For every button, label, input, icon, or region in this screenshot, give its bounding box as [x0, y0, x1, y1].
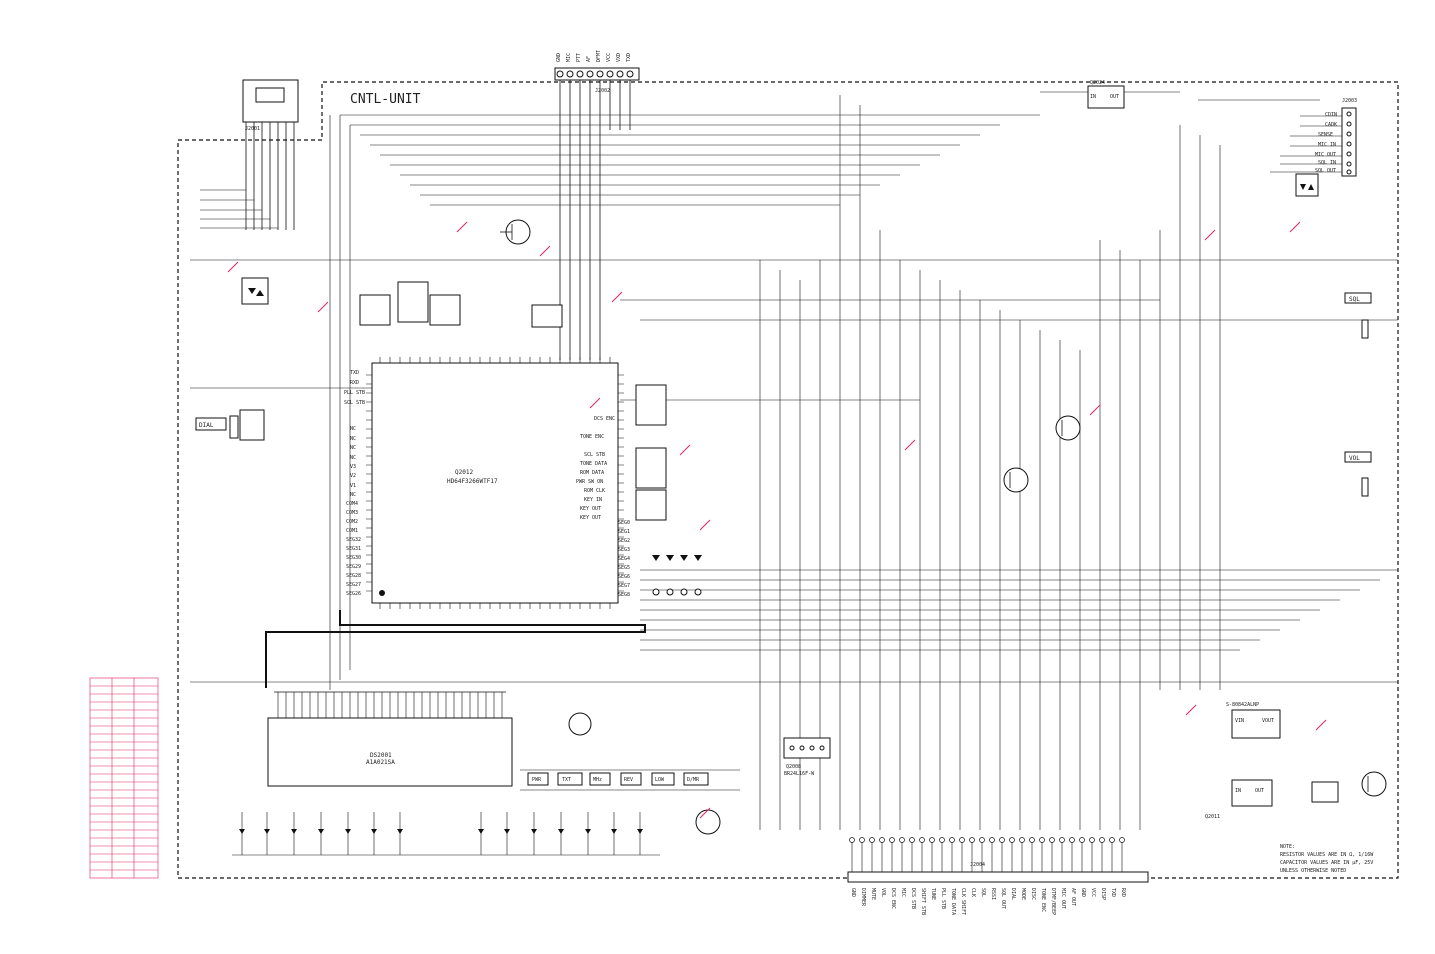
svg-text:IN: IN	[1235, 788, 1242, 794]
svg-text:RXD: RXD	[1120, 888, 1126, 898]
svg-text:DIAL: DIAL	[199, 422, 214, 429]
svg-text:KEY OUT: KEY OUT	[580, 506, 602, 512]
svg-text:VXD: VXD	[616, 52, 622, 62]
svg-text:REV: REV	[624, 777, 634, 783]
svg-text:PLL STB: PLL STB	[940, 888, 946, 910]
svg-text:VOL: VOL	[880, 888, 886, 898]
horizontal-signal-lines	[190, 92, 1398, 682]
svg-text:KEY OUT: KEY OUT	[580, 515, 602, 521]
svg-text:ROM CLK: ROM CLK	[584, 488, 606, 494]
svg-text:SEG0: SEG0	[618, 520, 631, 526]
svg-text:DCS ENC: DCS ENC	[890, 888, 896, 910]
svg-text:CDIN: CDIN	[1325, 112, 1338, 118]
svg-text:TXD: TXD	[626, 52, 632, 62]
svg-text:OUT: OUT	[1110, 94, 1120, 100]
svg-text:ROM DATA: ROM DATA	[580, 470, 605, 476]
svg-text:GND: GND	[850, 888, 856, 898]
svg-text:TONE DATA: TONE DATA	[950, 888, 956, 916]
regulator-top	[1088, 80, 1124, 108]
transistors-bottom-right	[1312, 772, 1386, 802]
svg-text:MODE: MODE	[1020, 888, 1026, 901]
svg-text:VIN: VIN	[1235, 718, 1245, 724]
input-caps	[200, 190, 278, 228]
svg-text:SEG8: SEG8	[618, 592, 631, 598]
revision-table	[90, 678, 158, 878]
svg-text:RXD: RXD	[350, 380, 360, 386]
svg-text:SEG27: SEG27	[346, 582, 362, 588]
svg-text:MIC: MIC	[566, 52, 572, 62]
lcd-bus	[266, 610, 645, 688]
svg-text:NC: NC	[350, 445, 357, 451]
svg-text:DIMMER: DIMMER	[860, 888, 866, 907]
svg-text:DS2001: DS2001	[370, 752, 392, 759]
svg-text:GND: GND	[1080, 888, 1086, 898]
svg-text:MUTE: MUTE	[870, 888, 876, 901]
svg-text:COM1: COM1	[346, 528, 359, 534]
unit-title: CNTL-UNIT	[350, 92, 421, 107]
svg-text:DTMF/BEEP: DTMF/BEEP	[1050, 888, 1056, 916]
svg-text:V3: V3	[350, 464, 357, 470]
svg-text:KEY IN: KEY IN	[584, 497, 603, 503]
regulator-bottom	[1205, 780, 1272, 820]
svg-text:PWR SW ON: PWR SW ON	[576, 479, 604, 485]
svg-text:VCC: VCC	[1090, 888, 1096, 898]
svg-text:SEG6: SEG6	[618, 574, 631, 580]
dial-encoder	[196, 410, 264, 440]
svg-text:SEG32: SEG32	[346, 537, 362, 543]
svg-text:COM4: COM4	[346, 501, 359, 507]
svg-text:TXD: TXD	[350, 370, 360, 376]
svg-text:DIAL: DIAL	[1010, 888, 1016, 901]
svg-text:SQL IN: SQL IN	[1318, 160, 1337, 166]
svg-text:S-80842ALNP: S-80842ALNP	[1226, 702, 1260, 708]
svg-text:SEG31: SEG31	[346, 546, 362, 552]
svg-text:SEG30: SEG30	[346, 555, 362, 561]
svg-text:CADK: CADK	[1325, 122, 1338, 128]
svg-text:V2: V2	[350, 473, 357, 479]
svg-text:SEG3: SEG3	[618, 547, 631, 553]
svg-text:J2004: J2004	[970, 862, 986, 868]
bottom-edge-connector	[848, 838, 1148, 916]
svg-text:NC: NC	[350, 492, 357, 498]
svg-text:Q2012: Q2012	[455, 469, 474, 476]
svg-text:PTT: PTT	[576, 52, 582, 62]
modular-jack	[243, 80, 298, 230]
svg-text:OUT: OUT	[1255, 788, 1265, 794]
svg-text:J2002: J2002	[595, 88, 611, 94]
svg-text:COM3: COM3	[346, 510, 359, 516]
svg-text:SEG26: SEG26	[346, 591, 362, 597]
svg-text:SENSE: SENSE	[1318, 132, 1334, 138]
svg-text:DCS ENC: DCS ENC	[594, 416, 616, 422]
transistors-middle	[1004, 416, 1080, 492]
svg-text:AF: AF	[586, 55, 592, 62]
svg-text:SEG29: SEG29	[346, 564, 362, 570]
svg-text:MIC: MIC	[900, 888, 906, 898]
reset-ic	[1226, 702, 1280, 738]
svg-text:PLL STB: PLL STB	[344, 390, 366, 396]
svg-text:CAPACITOR VALUES ARE IN μF, 25: CAPACITOR VALUES ARE IN μF, 25V	[1280, 860, 1374, 866]
svg-text:A1A021SA: A1A021SA	[366, 759, 395, 766]
svg-text:SEG28: SEG28	[346, 573, 362, 579]
svg-text:J2001: J2001	[245, 126, 261, 132]
svg-text:SQL: SQL	[980, 888, 986, 898]
diode-column	[652, 555, 702, 595]
svg-text:NC: NC	[350, 436, 357, 442]
svg-text:Q2011: Q2011	[1205, 814, 1221, 820]
eeprom-ic	[784, 738, 830, 777]
svg-text:LOW: LOW	[655, 777, 665, 783]
svg-text:SHIFT STB: SHIFT STB	[920, 888, 926, 916]
main-cpu	[344, 357, 630, 609]
svg-text:DFMT: DFMT	[596, 49, 602, 62]
vol-pot	[1345, 452, 1371, 496]
svg-text:IN: IN	[1090, 94, 1097, 100]
svg-text:V1: V1	[350, 483, 357, 489]
svg-text:TUNE: TUNE	[930, 888, 936, 901]
svg-text:VCC: VCC	[606, 52, 612, 62]
svg-text:AF OUT: AF OUT	[1070, 888, 1076, 907]
svg-text:J2003: J2003	[1342, 98, 1358, 104]
svg-text:TXT: TXT	[562, 777, 572, 783]
svg-text:TONE DATA: TONE DATA	[580, 461, 608, 467]
svg-text:RSSI: RSSI	[990, 888, 996, 901]
svg-text:MIC OUT: MIC OUT	[1315, 152, 1337, 158]
svg-text:COM2: COM2	[346, 519, 359, 525]
svg-text:SEG4: SEG4	[618, 556, 631, 562]
svg-text:DISP: DISP	[1100, 888, 1106, 901]
svg-text:TXD: TXD	[1110, 888, 1116, 898]
svg-text:CLK: CLK	[970, 888, 976, 898]
svg-text:RESISTOR VALUES ARE IN Ω, 1/16: RESISTOR VALUES ARE IN Ω, 1/16W	[1280, 852, 1374, 858]
svg-text:TONE ENC: TONE ENC	[580, 434, 605, 440]
svg-text:VOL: VOL	[1349, 455, 1360, 462]
svg-text:SQL OUT: SQL OUT	[1315, 168, 1337, 174]
svg-text:VOUT: VOUT	[1262, 718, 1275, 724]
svg-text:MIC IN: MIC IN	[1318, 142, 1337, 148]
sql-pot	[1345, 293, 1371, 338]
svg-text:UNLESS OTHERWISE NOTED: UNLESS OTHERWISE NOTED	[1280, 868, 1347, 874]
svg-text:NC: NC	[350, 455, 357, 461]
notes	[1280, 844, 1374, 874]
svg-text:SQL: SQL	[1349, 296, 1360, 303]
right-header-connector	[1270, 98, 1357, 176]
svg-text:Q2008: Q2008	[786, 764, 802, 770]
led-row	[232, 812, 660, 855]
svg-text:BR24L16F-W: BR24L16F-W	[784, 771, 815, 777]
svg-text:NC: NC	[350, 426, 357, 432]
diode-array-left	[242, 278, 268, 304]
svg-text:DISC: DISC	[1030, 888, 1036, 901]
svg-text:HD64F3266WTF17: HD64F3266WTF17	[447, 478, 498, 485]
svg-text:SEG5: SEG5	[618, 565, 631, 571]
svg-text:Q2024: Q2024	[1090, 80, 1106, 86]
key-switches	[520, 770, 740, 790]
svg-text:GND: GND	[556, 52, 562, 62]
transistor-top	[500, 220, 530, 244]
svg-text:D/MR: D/MR	[687, 777, 700, 783]
svg-text:SEG1: SEG1	[618, 529, 631, 535]
svg-text:SEG7: SEG7	[618, 583, 631, 589]
svg-text:TONE ENC: TONE ENC	[1040, 888, 1046, 913]
diode-bridge-right	[1296, 174, 1318, 196]
svg-text:SCL STB: SCL STB	[344, 400, 366, 406]
svg-text:CLK SHIFT: CLK SHIFT	[960, 888, 966, 916]
svg-text:NOTE:: NOTE:	[1280, 844, 1296, 850]
svg-text:SQL OUT: SQL OUT	[1000, 888, 1006, 910]
lcd-module	[268, 692, 512, 786]
svg-text:DCS STB: DCS STB	[910, 888, 916, 910]
svg-text:SCL STB: SCL STB	[584, 452, 606, 458]
svg-text:SEG2: SEG2	[618, 538, 631, 544]
svg-text:MHz: MHz	[593, 777, 603, 783]
svg-text:MIC OUT: MIC OUT	[1060, 888, 1066, 910]
svg-text:PWR: PWR	[532, 777, 542, 783]
top-ribbon-connector	[555, 50, 639, 94]
